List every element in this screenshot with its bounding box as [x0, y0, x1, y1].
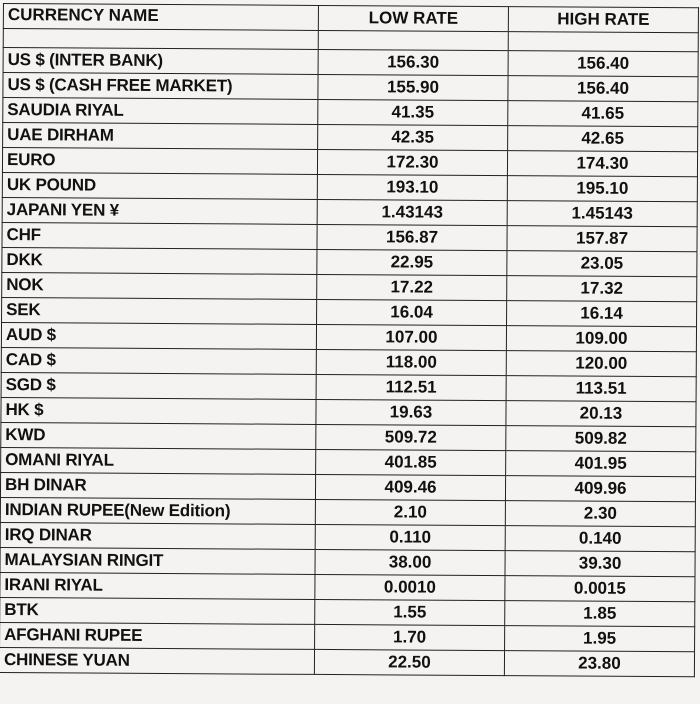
spacer-cell [3, 29, 318, 50]
high-rate-cell: 401.95 [506, 451, 696, 477]
high-rate-cell: 23.05 [507, 251, 697, 277]
currency-name-cell: NOK [2, 273, 317, 300]
low-rate-cell: 2.10 [315, 499, 505, 525]
currency-name-cell: US $ (CASH FREE MARKET) [3, 73, 318, 100]
currency-name-cell: INDIAN RUPEE(New Edition) [0, 498, 315, 525]
high-rate-cell: 0.140 [505, 526, 695, 552]
currency-name-cell: UK POUND [2, 173, 317, 200]
table-header [3, 4, 698, 52]
header-high-rate: HIGH RATE [508, 7, 698, 33]
currency-name-cell: HK $ [1, 398, 316, 425]
high-rate-cell: 20.13 [506, 401, 696, 427]
currency-name-cell: OMANI RIYAL [1, 448, 316, 475]
currency-name-cell: MALAYSIAN RINGIT [0, 548, 315, 575]
low-rate-cell: 193.10 [317, 174, 507, 200]
table-row [0, 648, 695, 677]
high-rate-cell: 174.30 [507, 151, 697, 177]
low-rate-cell: 156.30 [318, 49, 508, 75]
currency-name-cell: US $ (INTER BANK) [3, 48, 318, 75]
low-rate-cell: 0.0010 [315, 574, 505, 600]
high-rate-cell: 157.87 [507, 226, 697, 252]
high-rate-cell: 1.85 [505, 601, 695, 627]
high-rate-cell: 109.00 [506, 326, 696, 352]
currency-name-cell: CHINESE YUAN [0, 648, 315, 675]
currency-name-cell: UAE DIRHAM [3, 123, 318, 150]
low-rate-cell: 1.70 [315, 624, 505, 650]
high-rate-cell: 2.30 [505, 501, 695, 527]
low-rate-cell: 112.51 [316, 374, 506, 400]
currency-name-cell: BTK [0, 598, 315, 625]
header-currency-name: CURRENCY NAME [3, 4, 318, 31]
low-rate-cell: 22.95 [317, 249, 507, 275]
high-rate-cell: 156.40 [508, 51, 698, 77]
low-rate-cell: 19.63 [316, 399, 506, 425]
currency-name-cell: DKK [2, 248, 317, 275]
table-body [0, 48, 698, 677]
high-rate-cell: 17.32 [507, 276, 697, 302]
low-rate-cell: 1.55 [315, 599, 505, 625]
low-rate-cell: 401.85 [316, 449, 506, 475]
low-rate-cell: 17.22 [317, 274, 507, 300]
high-rate-cell: 509.82 [506, 426, 696, 452]
high-rate-cell: 195.10 [507, 176, 697, 202]
low-rate-cell: 22.50 [314, 649, 504, 675]
currency-name-cell: IRANI RIYAL [0, 573, 315, 600]
low-rate-cell: 156.87 [317, 224, 507, 250]
high-rate-cell: 113.51 [506, 376, 696, 402]
header-low-rate: LOW RATE [318, 5, 508, 31]
currency-name-cell: CAD $ [1, 348, 316, 375]
currency-name-cell: SEK [2, 298, 317, 325]
high-rate-cell: 156.40 [508, 76, 698, 102]
high-rate-cell: 0.0015 [505, 576, 695, 602]
high-rate-cell: 120.00 [506, 351, 696, 377]
low-rate-cell: 172.30 [317, 149, 507, 175]
high-rate-cell: 41.65 [508, 101, 698, 127]
spacer-cell [508, 32, 698, 52]
high-rate-cell: 16.14 [507, 301, 697, 327]
high-rate-cell: 23.80 [504, 651, 694, 677]
currency-name-cell: AFGHANI RUPEE [0, 623, 315, 650]
spacer-cell [318, 30, 508, 50]
high-rate-cell: 409.96 [505, 476, 695, 502]
high-rate-cell: 39.30 [505, 551, 695, 577]
high-rate-cell: 1.95 [505, 626, 695, 652]
low-rate-cell: 0.110 [315, 524, 505, 550]
currency-name-cell: KWD [1, 423, 316, 450]
low-rate-cell: 16.04 [317, 299, 507, 325]
low-rate-cell: 41.35 [318, 99, 508, 125]
low-rate-cell: 118.00 [316, 349, 506, 375]
currency-name-cell: AUD $ [1, 323, 316, 350]
low-rate-cell: 409.46 [315, 474, 505, 500]
low-rate-cell: 107.00 [316, 324, 506, 350]
currency-name-cell: SAUDIA RIYAL [3, 98, 318, 125]
currency-name-cell: IRQ DINAR [0, 523, 315, 550]
low-rate-cell: 509.72 [316, 424, 506, 450]
currency-name-cell: SGD $ [1, 373, 316, 400]
high-rate-cell: 42.65 [508, 126, 698, 152]
high-rate-cell: 1.45143 [507, 201, 697, 227]
currency-rates-table [0, 3, 699, 677]
low-rate-cell: 38.00 [315, 549, 505, 575]
currency-name-cell: EURO [2, 148, 317, 175]
low-rate-cell: 1.43143 [317, 199, 507, 225]
currency-name-cell: JAPANI YEN ¥ [2, 198, 317, 225]
low-rate-cell: 155.90 [318, 74, 508, 100]
currency-name-cell: BH DINAR [0, 473, 315, 500]
low-rate-cell: 42.35 [318, 124, 508, 150]
currency-name-cell: CHF [2, 223, 317, 250]
